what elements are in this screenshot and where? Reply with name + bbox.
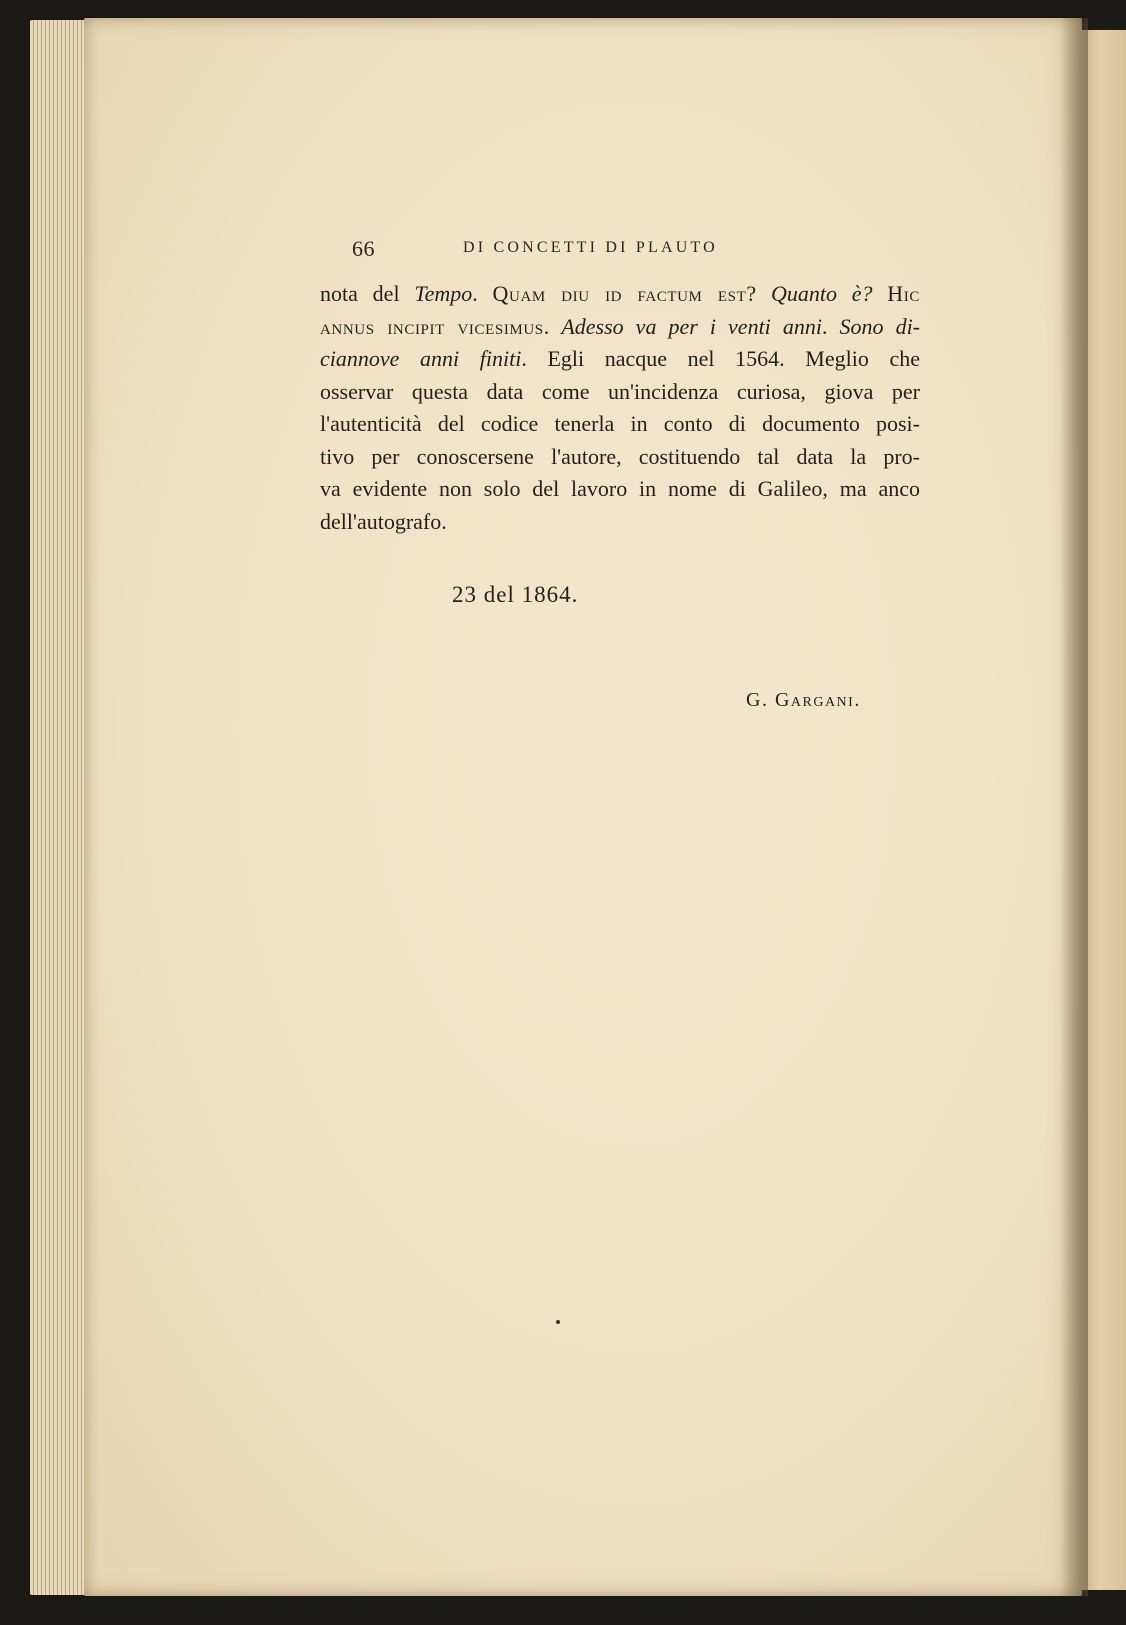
text-run: .	[543, 313, 562, 339]
italic-run: Quanto è?	[770, 281, 873, 306]
italic-run: Tempo	[414, 281, 473, 306]
page-number: 66	[352, 236, 375, 261]
text-line	[320, 278, 920, 311]
running-head	[352, 236, 912, 264]
text-line	[320, 311, 920, 344]
text-line	[320, 408, 920, 441]
small-caps-run: Quam diu id factum est	[492, 281, 747, 306]
text-line	[320, 506, 920, 539]
text-run	[873, 281, 888, 306]
italic-run: ciannove anni finiti	[320, 346, 522, 371]
dateline: 23 del 1864.	[452, 582, 579, 607]
text-run: osservar questa data come un'incidenza curiosa, giova per	[320, 378, 920, 404]
italic-run: Sono di-	[839, 313, 921, 339]
author-signature: G. Gargani.	[746, 689, 861, 711]
text-run: nota del	[320, 281, 415, 306]
text-run: tivo per conoscersene l'autore, costituendo tal data la pro-	[320, 443, 920, 469]
text-run: dell'autografo.	[320, 508, 447, 534]
gutter-shadow	[1060, 18, 1088, 1596]
text-line	[320, 473, 920, 506]
text-run: . Egli nacque nel 1564. Meglio che	[521, 346, 920, 371]
italic-run: Adesso va per i venti anni	[561, 313, 822, 339]
body-text	[320, 278, 920, 538]
text-run: va evidente non solo del lavoro in nome di Galileo, ma anco	[320, 476, 920, 501]
text-run: ?	[746, 281, 771, 306]
text-line	[320, 441, 920, 474]
text-run: .	[821, 313, 840, 339]
facing-page-edge	[1082, 30, 1126, 1590]
text-line	[320, 343, 920, 376]
small-caps-run: Hic	[887, 281, 920, 306]
text-run: .	[472, 281, 493, 306]
small-caps-run: annus incipit vicesimus	[320, 313, 544, 339]
text-line	[320, 376, 920, 409]
ink-speck	[556, 1320, 560, 1324]
scan-border	[0, 0, 1126, 20]
text-run: l'autenticità del codice tenerla in conto di documento posi-	[320, 411, 920, 436]
running-title: DI CONCETTI DI PLAUTO	[463, 239, 718, 256]
